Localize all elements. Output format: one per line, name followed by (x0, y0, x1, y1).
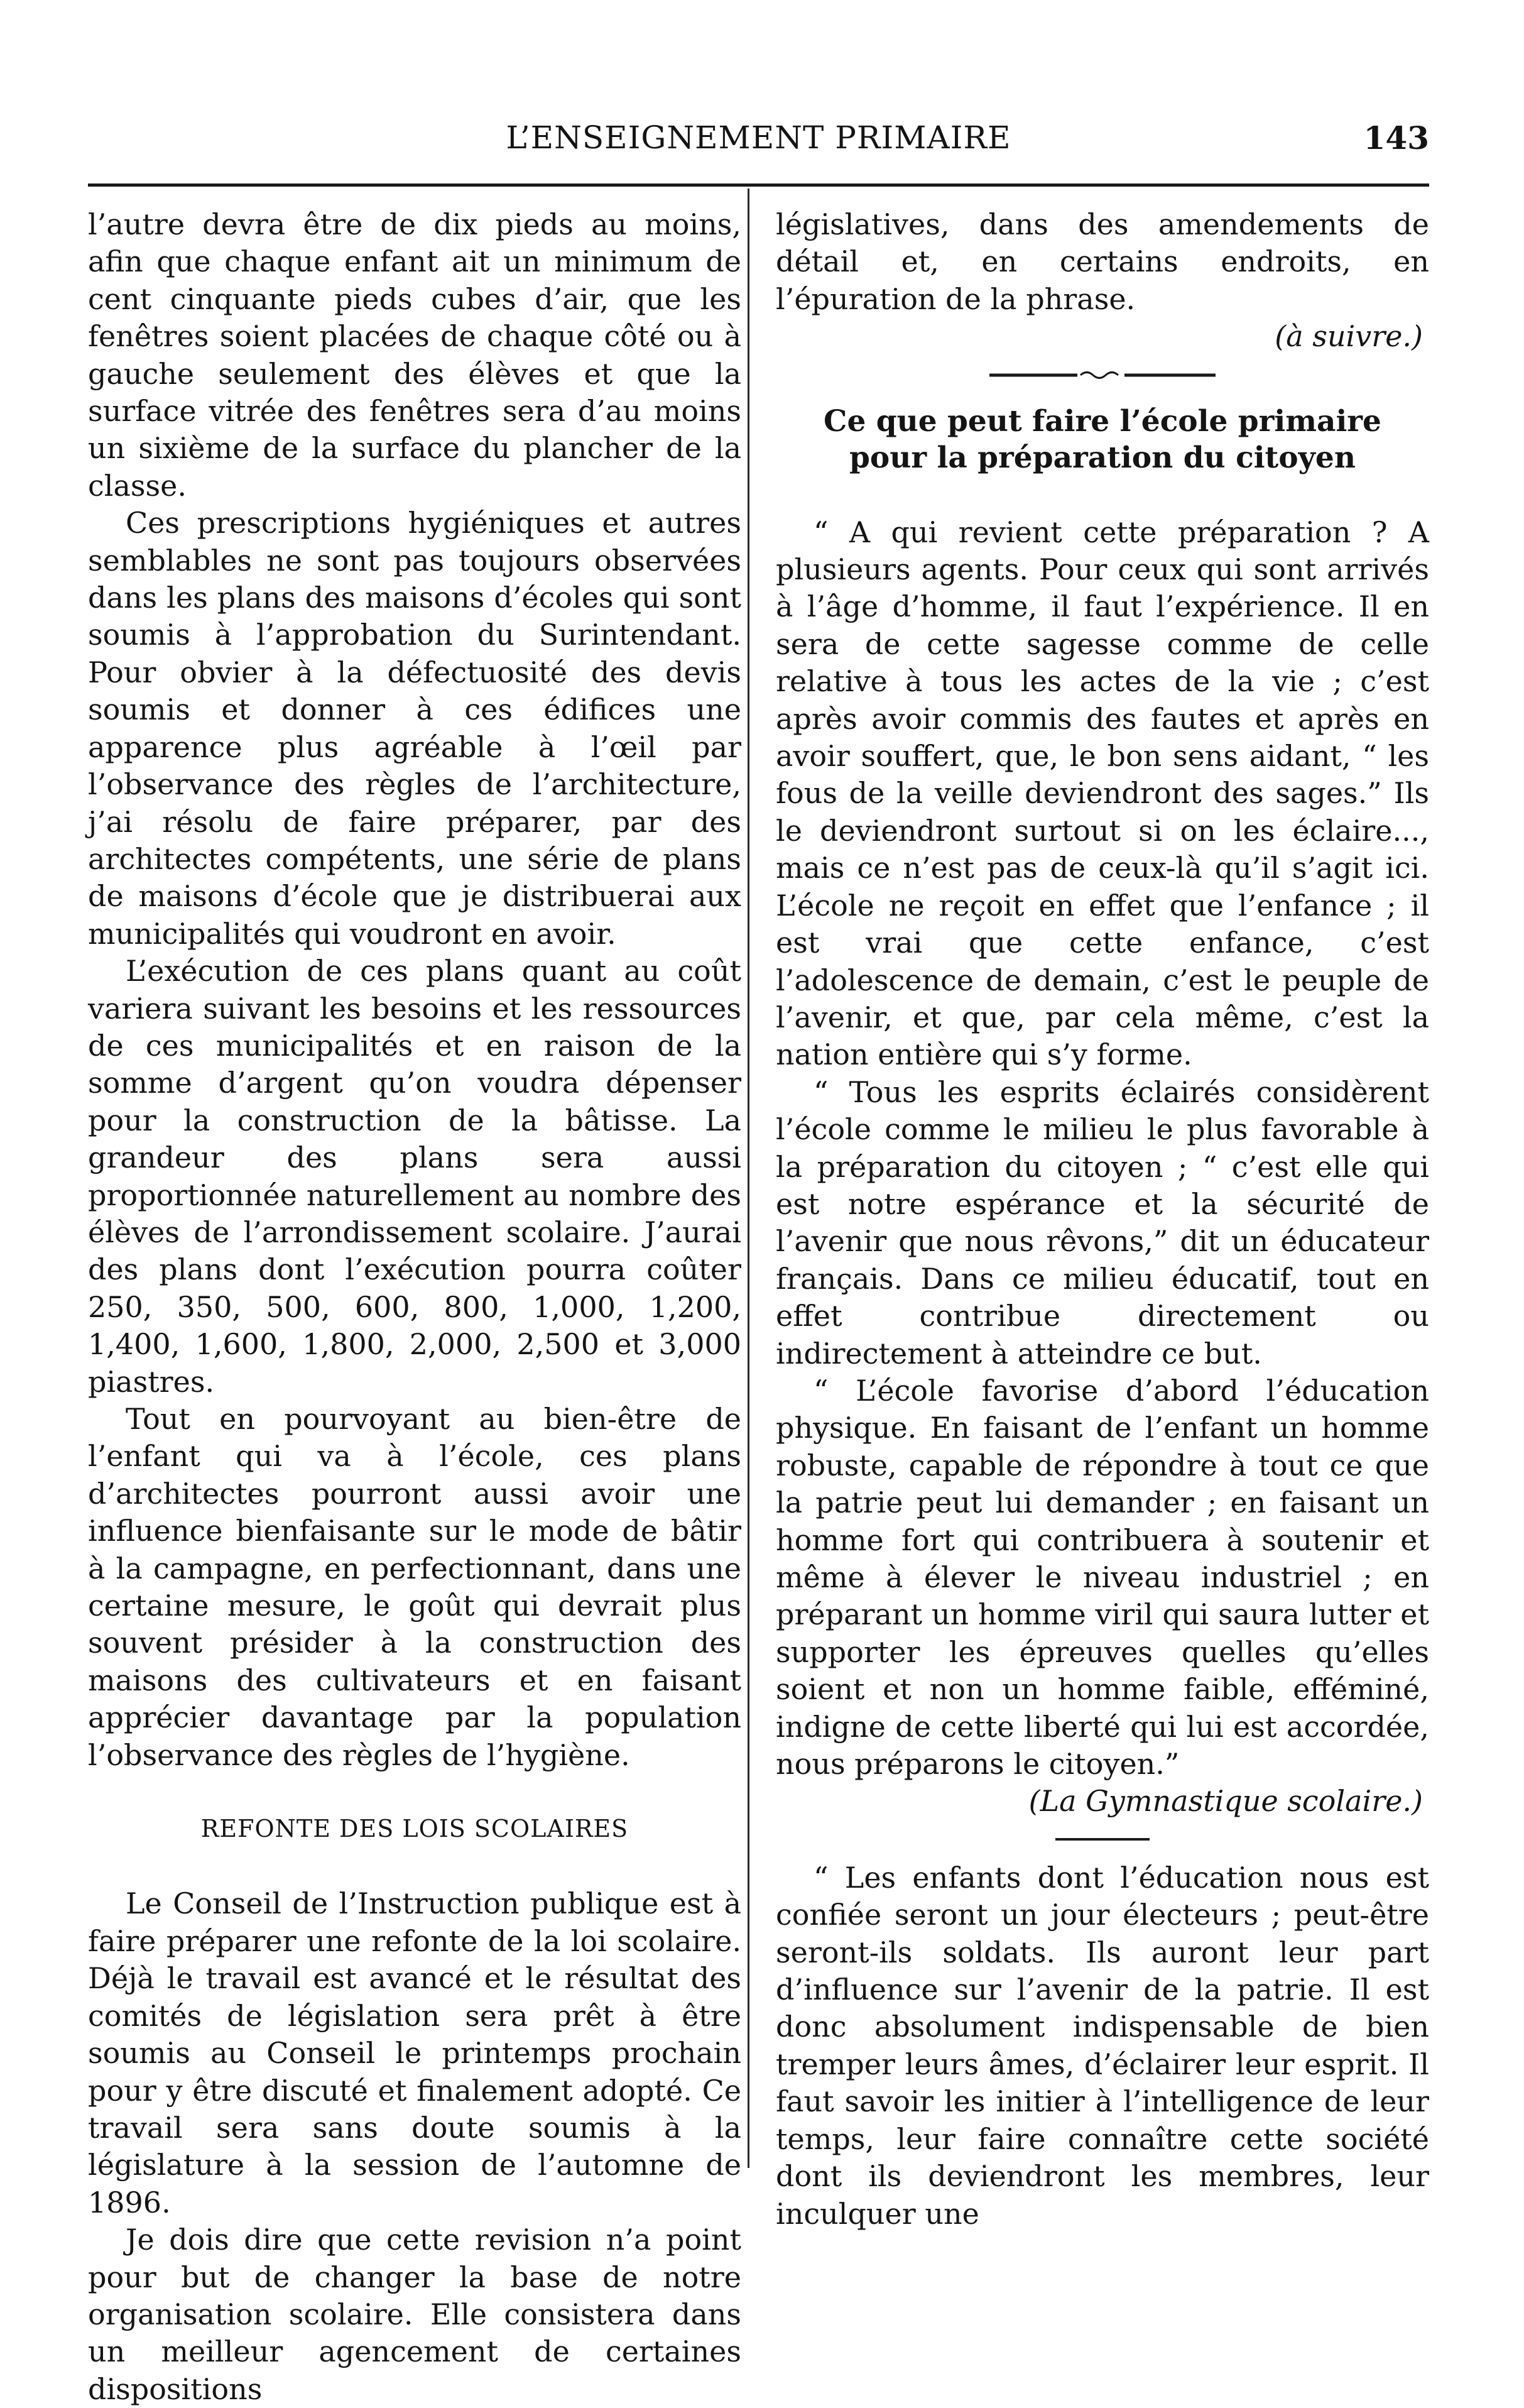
running-title: L’ENSEIGNEMENT PRIMAIRE (506, 119, 1011, 156)
paragraph: “ Tous les esprits éclairés considèrent l’école comme le milieu le plus favorable à la préparation du citoyen ; “ c’est elle qui est notre espérance et la sécurité de l’avenir que nous rêvons,” dit un éducateur français. Dans ce milieu éducatif, tout en effet contribue directement ou indirectement à atteindre ce but. (776, 1075, 1429, 1371)
page-header (88, 119, 1429, 163)
left-column (88, 206, 741, 2408)
paragraph: Je dois dire que cette revision n’a point pour but de changer la base de notre organisation scolaire. Elle consistera dans un meilleur agencement de certaines dispositions (88, 2223, 741, 2406)
section-heading: REFONTE DES LOIS SCOLAIRES (200, 1815, 629, 1843)
paragraph: Ces prescriptions hygiéniques et autres semblables ne sont pas toujours observées dans les plans des maisons d’écoles qui sont soumis à l’approbation du Surintendant. Pour obvier à la défectuosité des devis soumis et donner à ces édifices une apparence plus agréable à l’œil par l’observance des règles de l’architecture, j’ai résolu de faire préparer, par des architectes compétents, une série de plans de maisons d’école que je distribuerai aux municipalités qui voudront en avoir. (88, 506, 741, 951)
article-title-line: Ce que peut faire l’école primaire (824, 403, 1381, 439)
paragraph: Le Conseil de l’Instruction publique est à faire préparer une refonte de la loi scolaire. Déjà le travail est avancé et le résultat des comités de législation sera prêt à être soumis au Conseil le printemps prochain pour y être discuté et finalement adopté. Ce travail sera sans doute soumis à la législature à la session de l’automne de 1896. (88, 1886, 741, 2219)
article-title (776, 403, 1429, 476)
page-number: 143 (1363, 119, 1429, 156)
section-rule (1055, 1838, 1150, 1841)
paragraph: Tout en pourvoyant au bien-être de l’enfant qui va à l’école, ces plans d’architectes pourront aussi avoir une influence bienfaisante sur le mode de bâtir à la campagne, en perfectionnant, dans une certaine mesure, le goût qui devrait plus souvent présider à la construction des maisons des cultivateurs et en faisant apprécier davantage par la population l’observance des règles de l’hygiène. (88, 1402, 741, 1772)
right-column (776, 206, 1429, 2233)
column-divider (748, 189, 749, 2168)
ornamental-divider (989, 368, 1216, 382)
to-follow-note: (à suivre.) (1275, 319, 1423, 354)
source-citation: (La Gymnastique scolaire.) (1028, 1784, 1423, 1819)
paragraph: l’autre devra être de dix pieds au moins, afin que chaque enfant ait un minimum de cent cinquante pieds cubes d’air, que les fenêtres soient placées de chaque côté ou à gauche seulement des élèves et que la surface vitrée des fenêtres sera d’au moins un sixième de la surface du plancher de la classe. (88, 207, 741, 503)
header-rule (88, 183, 1429, 187)
article-title-line: pour la préparation du citoyen (849, 440, 1356, 475)
paragraph: “ L’école favorise d’abord l’éducation physique. En faisant de l’enfant un homme robuste, capable de répondre à tout ce que la patrie peut lui demander ; en faisant un homme fort qui contribuera à soutenir et même à élever le niveau industriel ; en préparant un homme viril qui saura lutter et supporter les épreuves quelles qu’elles soient et non un homme faible, efféminé, indigne de cette liberté qui lui est accordée, nous préparons le citoyen.” (776, 1373, 1429, 1781)
paragraph: “ A qui revient cette préparation ? A plusieurs agents. Pour ceux qui sont arrivés à l’âge d’homme, il faut l’expérience. Il en sera de cette sagesse comme de celle relative à tous les actes de la vie ; c’est après avoir commis des fautes et après en avoir souffert, que, le bon sens aidant, “ les fous de la veille deviendront des sages.” Ils le deviendront surtout si on les éclaire..., mais ce n’est pas de ceux-là qu’il s’agit ici. L’école ne reçoit en effet que l’enfance ; il est vrai que cette enfance, c’est l’adolescence de demain, c’est le peuple de l’avenir, et que, par cela même, c’est la nation entière qui s’y forme. (776, 515, 1429, 1072)
paragraph: “ Les enfants dont l’éducation nous est confiée seront un jour électeurs ; peut-être seront-ils soldats. Ils auront leur part d’influence sur l’avenir de la patrie. Il est donc absolument indispensable de bien tremper leurs âmes, d’éclairer leur esprit. Il faut savoir les initier à l’intelligence de leur temps, leur faire connaître cette société dont ils deviendront les membres, leur inculquer une (776, 1860, 1429, 2231)
paragraph: L’exécution de ces plans quant au coût variera suivant les besoins et les ressources de ces municipalités et en raison de la somme d’argent qu’on voudra dépenser pour la construction de la bâtisse. La grandeur des plans sera aussi proportionnée naturellement au nombre des élèves de l’arrondissement scolaire. J’aurai des plans dont l’exécution pourra coûter 250, 350, 500, 600, 800, 1,000, 1,200, 1,400, 1,600, 1,800, 2,000, 2,500 et 3,000 piastres. (88, 954, 741, 1399)
paragraph: législatives, dans des amendements de détail et, en certains endroits, en l’épuration de la phrase. (776, 207, 1429, 316)
